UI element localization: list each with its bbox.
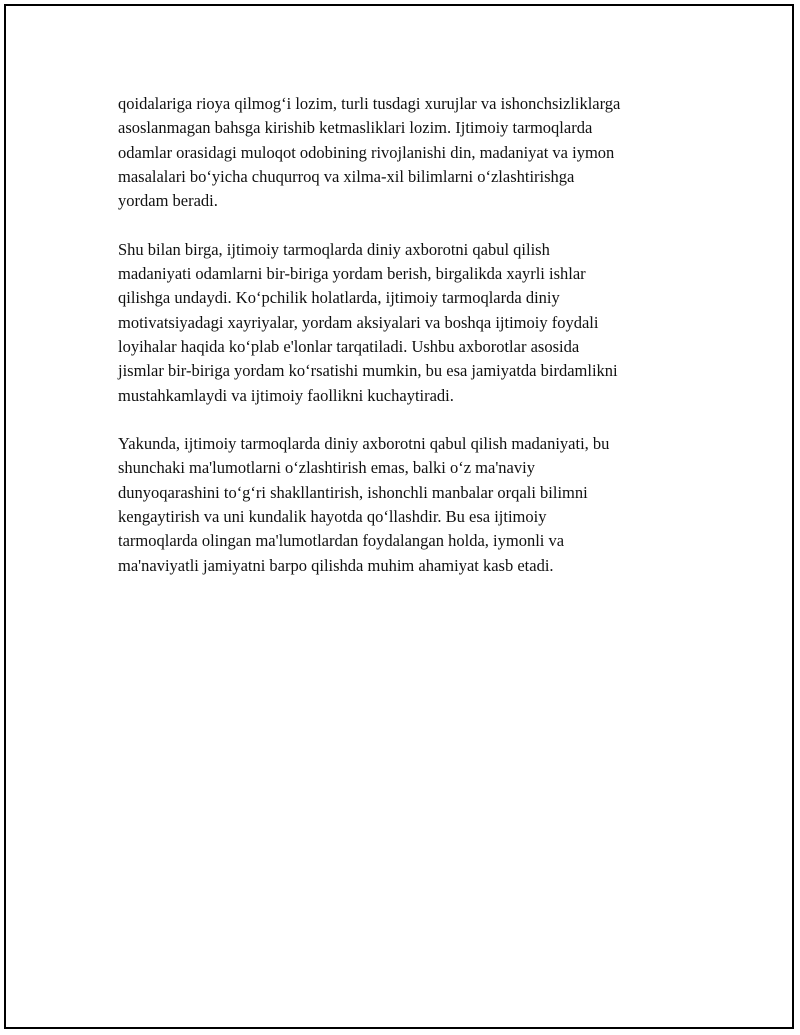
paragraph-3: Yakunda, ijtimoiy tarmoqlarda diniy axborotni qabul qilish madaniyati, bu shunchaki ma'lumotlarni o‘zlashtirish emas, balki o‘z ma'naviy dunyoqarashini to‘g‘ri shakllantirish, ishonchli manbalar orqali bilimni kengaytirish va uni kundalik hayotda qo‘llashdir. Bu esa ijtimoiy tarmoqlarda olingan ma'lumotlardan foydalangan holda, iymonli va ma'naviyatli jamiyatni barpo qilishda muhim ahamiyat kasb etadi. [118,434,610,575]
paragraph-1: qoidalariga rioya qilmog‘i lozim, turli tusdagi xurujlar va ishonchsizliklarga asoslanmagan bahsga kirishib ketmasliklari lozim. Ijtimoiy tarmoqlarda odamlar orasidagi muloqot odobining rivojlanishi din, madaniyat va iymon masalalari bo‘yicha chuqurroq va xilma-xil bilimlarni o‘zlashtirishga yordam beradi. [118,94,621,211]
paragraph-2: Shu bilan birga, ijtimoiy tarmoqlarda diniy axborotni qabul qilish madaniyati odamlarni bir-biriga yordam berish, birgalikda xayrli ishlar qilishga undaydi. Ko‘pchilik holatlarda, ijtimoiy tarmoqlarda diniy motivatsiyadagi xayriyalar, yordam aksiyalari va boshqa ijtimoiy foydali loyihalar haqida ko‘plab e'lonlar tarqatiladi. Ushbu axborotlar asosida jismlar bir-biriga yordam ko‘rsatishi mumkin, bu esa jamiyatda birdamlikni mustahkamlaydi va ijtimoiy faollikni kuchaytiradi. [118,239,618,405]
document-body [118,92,708,602]
